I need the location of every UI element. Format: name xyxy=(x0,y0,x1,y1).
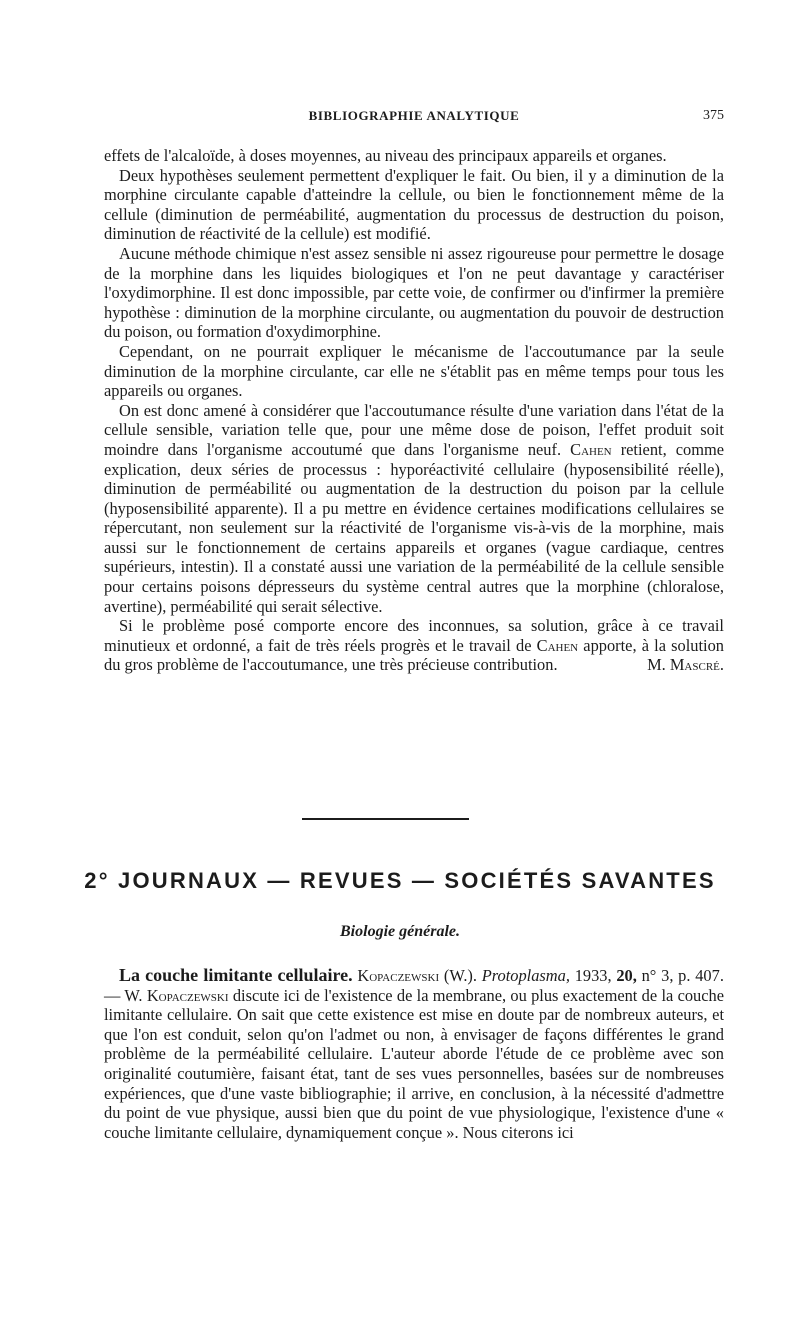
section-divider xyxy=(302,818,469,820)
paragraph: Deux hypothèses seulement permettent d'expliquer le fait. Ou bien, il y a diminution de la morphine circulante capable d'atteindre la cellule, ou bien le fonctionnement même de la cellule (diminution de perméabilité, augmentation du processus de destruction du poison, diminution de réactivité de la cellule) est modifié. xyxy=(104,165,724,244)
paragraph: effets de l'alcaloïde, à doses moyennes, au niveau des principaux appareils et organes. xyxy=(104,146,667,165)
paragraph-text: retient, comme explication, deux séries de processus : hyporéactivité cellulaire (hyposensibilité réelle), diminution de perméabilité ou augmentation de la destruction du poison par la cellule (hyposensibilité apparente). Il a pu mettre en évidence certaines modifications cellulaires se répercutant, non seulement sur la réactivité de l'organisme vis-à-vis de la morphine, mais aussi sur le fonctionnement de certains appareils et organes (vague cardiaque, centres supérieurs, intestin). Il a constaté aussi une variation de la perméabilité de la cellule sensible pour certains poisons dépresseurs du système central autres que la morphine (chloralose, avertine), perméabilité qui serait sélective. xyxy=(104,439,724,616)
page-number: 375 xyxy=(703,108,724,123)
journal-name: Protoplasma, xyxy=(481,966,570,985)
journal-volume: 20, xyxy=(616,966,637,985)
author-name: Cahen xyxy=(570,439,612,459)
paragraph xyxy=(104,616,724,675)
signature-initial: M. xyxy=(647,655,666,675)
paragraph: Aucune méthode chimique n'est assez sensible ni assez rigoureuse pour permettre le dosage de la morphine dans les liquides biologiques et l'on ne peut davantage y caractériser l'oxydimorphine. Il est donc impossible, par cette voie, de confirmer ou d'infirmer la première hypothèse : diminution de la morphine circulante, ou augmentation du pouvoir de destruction du poison, ou formation d'oxydimorphine. xyxy=(104,243,724,342)
review-text: discute ici de l'existence de la membrane, ou plus exactement de la couche limitante cellulaire. On sait que cette existence est mise en doute par de nombreux auteurs, et que l'on est conduit, selon qu'on l'admet ou non, à envisager de façons différentes le grand problème de la perméabilité cellulaire. L'auteur aborde l'étude de ce problème avec son originalité coutumière, faisant état, tant de ses vues personnelles, basées sur de nombreuses expériences, que d'une vaste bibliographie; il arrive, en conclusion, à la nécessité d'admettre du point de vue physique, aussi bien que du point de vue physiologique, l'existence d'une « couche limitante cellulaire, dynamiquement conçue ». Nous citerons ici xyxy=(104,985,724,1142)
journal-year: 1933, xyxy=(574,966,612,985)
text-author-name: Kopaczewski xyxy=(146,985,229,1005)
signature-name: Mascré. xyxy=(669,655,724,675)
paragraph-text: Si le problème posé comporte encore des inconnues, sa solution, grâce à ce travail minutieux et ordonné, a fait de très réels progrès et le travail de xyxy=(104,616,724,655)
reviewer-signature xyxy=(632,655,724,675)
review-entry xyxy=(104,966,724,1142)
review-continuation xyxy=(104,146,724,675)
paragraph-text: apporte, à la solution du gros problème de l'accoutumance, une très précieuse contribution. xyxy=(104,635,724,675)
article-author-initial: (W.). xyxy=(443,966,477,985)
text-author-initial: W. xyxy=(124,985,143,1005)
subsection-heading: Biologie générale. xyxy=(340,923,460,940)
journal-issue-pages: n° 3, p. 407. — xyxy=(104,966,724,1005)
article-title: La couche limitante cellulaire. xyxy=(119,965,353,985)
article-author: Kopaczewski xyxy=(357,966,440,985)
paragraph xyxy=(104,401,724,617)
running-title: BIBLIOGRAPHIE ANALYTIQUE xyxy=(308,108,520,123)
paragraph: Cependant, on ne pourrait expliquer le mécanisme de l'accoutumance par la seule diminution de la morphine circulante, car elle ne s'établit pas en même temps pour tous les appareils ou organes. xyxy=(104,341,724,401)
paragraph-text: On est donc amené à considérer que l'accoutumance résulte d'une variation dans l'état de la cellule sensible, variation telle que, pour une même dose de poison, l'effet produit soit moindre dans l'organisme accoutumé que dans l'organisme neuf. xyxy=(104,400,724,459)
section-heading: 2° JOURNAUX — REVUES — SOCIÉTÉS SAVANTES xyxy=(84,868,716,893)
running-head xyxy=(104,108,724,128)
paragraph xyxy=(104,966,724,1142)
author-name: Cahen xyxy=(536,635,579,655)
